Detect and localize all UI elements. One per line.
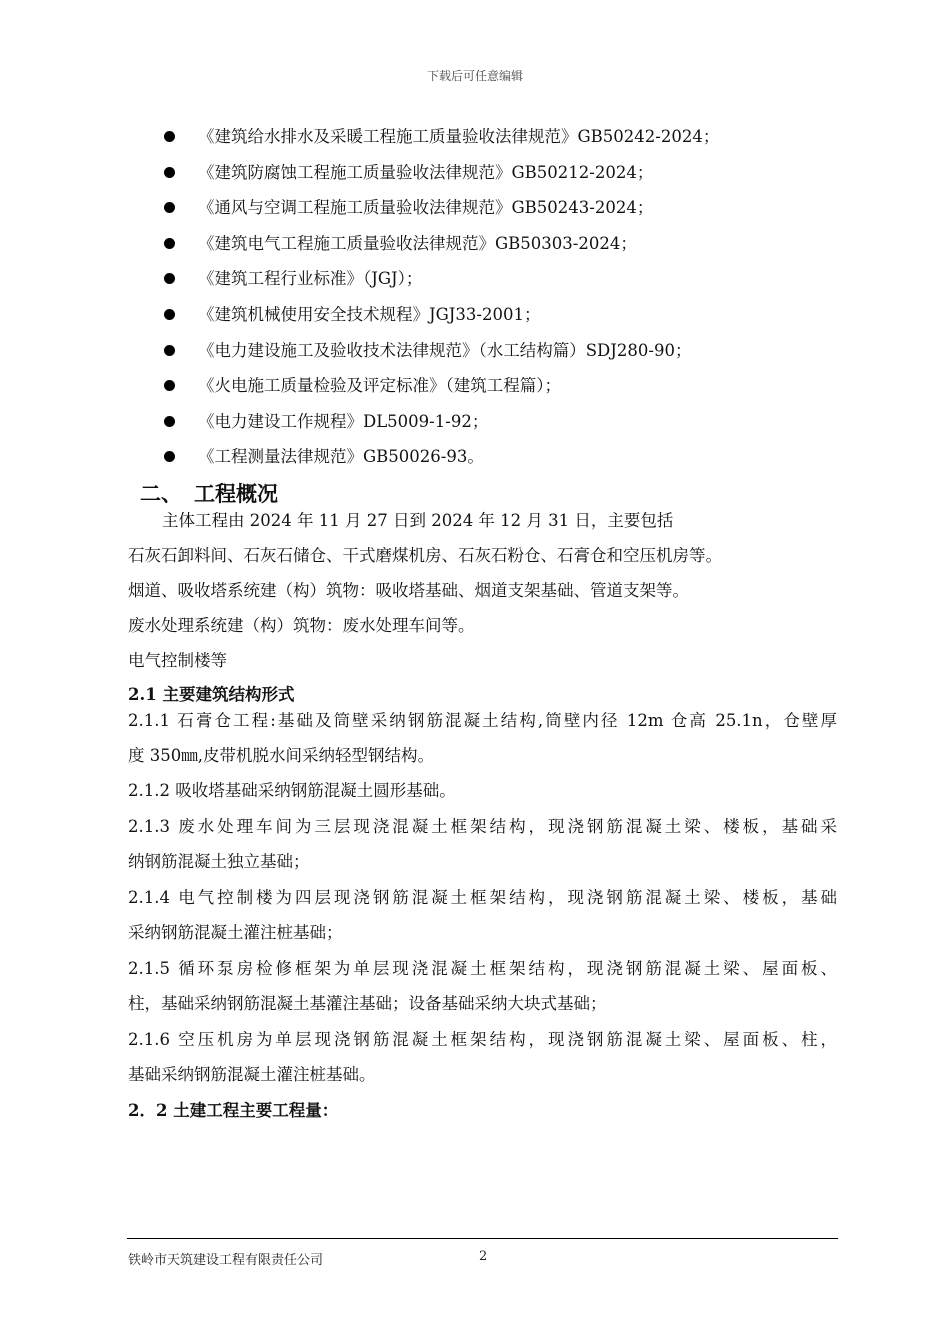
bullet-icon bbox=[164, 451, 175, 462]
bullet-icon bbox=[164, 345, 175, 356]
paragraph-line: 电气控制楼等 bbox=[128, 651, 227, 670]
bullet-icon bbox=[164, 202, 175, 213]
item-line: 度 350㎜,皮带机脱水间采纳轻型钢结构。 bbox=[128, 746, 434, 765]
list-item-text: 《建筑工程行业标准》（JGJ）； bbox=[198, 269, 423, 289]
item-line: 2.1.4 电气控制楼为四层现浇钢筋混凝土框架结构，现浇钢筋混凝土梁、楼板，基础 bbox=[128, 888, 837, 907]
list-item-text: 《建筑给水排水及采暖工程施工质量验收法律规范》GB50242-2024； bbox=[198, 127, 720, 146]
paragraph-line: 烟道、吸收塔系统建（构）筑物：吸收塔基础、烟道支架基础、管道支架等。 bbox=[128, 581, 689, 600]
list-item-text: 《火电施工质量检验及评定标准》（建筑工程篇）； bbox=[198, 376, 561, 396]
bullet-icon bbox=[164, 416, 175, 427]
list-item-text: 《工程测量法律规范》GB50026-93。 bbox=[198, 447, 484, 467]
item-line: 采纳钢筋混凝土灌注桩基础； bbox=[128, 923, 343, 942]
list-item bbox=[162, 442, 862, 478]
section-heading bbox=[140, 478, 278, 508]
list-item-text: 《电力建设工作规程》DL5009-1-92； bbox=[198, 411, 489, 431]
section-title: 工程概况 bbox=[194, 481, 278, 506]
list-item-text: 《电力建设施工及验收技术法律规范》（水工结构篇）SDJ280-90； bbox=[198, 340, 692, 360]
bullet-icon bbox=[164, 309, 175, 320]
item-line: 2.1.6 空压机房为单层现浇钢筋混凝土框架结构，现浇钢筋混凝土梁、屋面板、柱， bbox=[128, 1030, 837, 1049]
list-item bbox=[162, 158, 862, 194]
footer-divider bbox=[127, 1238, 838, 1239]
standards-list bbox=[162, 122, 862, 478]
page-header: 下载后可任意编辑 bbox=[426, 69, 523, 83]
bullet-icon bbox=[164, 380, 175, 391]
bullet-icon bbox=[164, 273, 175, 284]
list-item-text: 《建筑防腐蚀工程施工质量验收法律规范》GB50212-2024； bbox=[198, 162, 654, 182]
list-item-text: 《建筑电气工程施工质量验收法律规范》GB50303-2024； bbox=[198, 233, 637, 253]
list-item-text: 《建筑机械使用安全技术规程》JGJ33-2001； bbox=[198, 304, 541, 324]
list-item bbox=[162, 371, 862, 407]
subsection-title: 2．2 土建工程主要工程量： bbox=[128, 1101, 339, 1120]
bullet-icon bbox=[164, 238, 175, 249]
page-number: 2 bbox=[479, 1249, 488, 1264]
intro-paragraph: 主体工程由 2024 年 11 月 27 日到 2024 年 12 月 31 日，主要包括 bbox=[162, 511, 674, 530]
item-line: 2.1.1 石膏仓工程:基础及筒壁采纳钢筋混凝土结构,筒壁内径 12m 仓高 25.1n，仓壁厚 bbox=[128, 711, 837, 730]
paragraph-line: 废水处理系统建（构）筑物：废水处理车间等。 bbox=[128, 616, 475, 635]
item-line: 基础采纳钢筋混凝土灌注桩基础。 bbox=[128, 1065, 376, 1084]
list-item bbox=[162, 300, 862, 336]
item-line: 柱，基础采纳钢筋混凝土基灌注基础；设备基础采纳大块式基础； bbox=[128, 994, 607, 1013]
bullet-icon bbox=[164, 131, 175, 142]
list-item bbox=[162, 193, 862, 229]
item-line: 纳钢筋混凝土独立基础； bbox=[128, 852, 310, 871]
list-item bbox=[162, 264, 862, 300]
list-item-text: 《通风与空调工程施工质量验收法律规范》GB50243-2024； bbox=[198, 198, 654, 218]
item-line: 2.1.5 循环泵房检修框架为单层现浇混凝土框架结构，现浇钢筋混凝土梁、屋面板、 bbox=[128, 959, 837, 978]
paragraph-line: 石灰石卸料间、石灰石储仓、干式磨煤机房、石灰石粉仓、石膏仓和空压机房等。 bbox=[128, 546, 722, 565]
list-item bbox=[162, 122, 862, 158]
bullet-icon bbox=[164, 167, 175, 178]
list-item bbox=[162, 229, 862, 265]
list-item bbox=[162, 407, 862, 443]
section-number: 二、 bbox=[140, 481, 182, 506]
subsection-title: 2.1 主要建筑结构形式 bbox=[128, 685, 295, 704]
footer-company: 铁岭市天筑建设工程有限责任公司 bbox=[128, 1253, 324, 1268]
list-item bbox=[162, 336, 862, 372]
item-line: 2.1.3 废水处理车间为三层现浇混凝土框架结构，现浇钢筋混凝土梁、楼板，基础采 bbox=[128, 817, 837, 836]
item-line: 2.1.2 吸收塔基础采纳钢筋混凝土圆形基础。 bbox=[128, 781, 456, 800]
